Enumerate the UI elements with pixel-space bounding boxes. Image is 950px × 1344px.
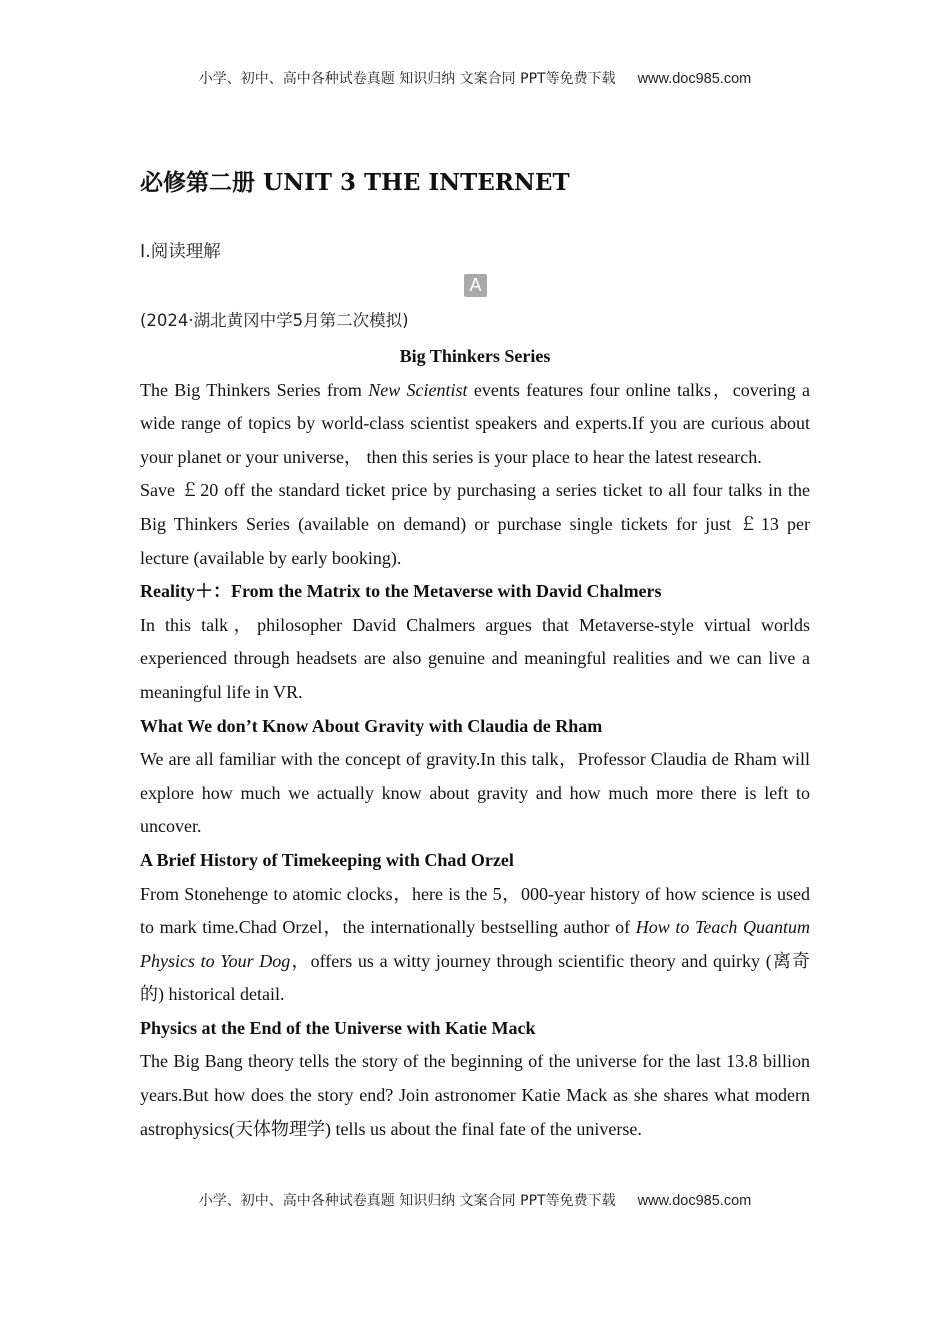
talk-body-orzel: From Stonehenge to atomic clocks，here is the 5，000-year history of how science is used to mark time.Chad Orzel，the internationally bestselling author of How to Teach Quantum Physics to Your Dog，offers us a witty journey through scientific theory and quirky (离奇的) historical detail. bbox=[140, 883, 811, 1005]
page-footer bbox=[0, 1190, 950, 1210]
reading-passage bbox=[140, 340, 810, 1146]
pricing-paragraph: Save ￡20 off the standard ticket price by purchasing a series ticket to all four talks in the Big Thinkers Series (available on demand) or purchase single tickets for just ￡13 per lecture (available by early booking). bbox=[140, 480, 810, 568]
question-source: (2024·湖北黄冈中学5月第二次模拟) bbox=[140, 311, 409, 330]
book-title: How to Teach Quantum Physics to Your Dog bbox=[140, 917, 811, 971]
talk-heading-de-rham: What We don’t Know About Gravity with Claudia de Rham bbox=[140, 715, 603, 736]
footer-site-link[interactable]: www.doc985.com bbox=[637, 1193, 752, 1209]
header-site-link[interactable]: www.doc985.com bbox=[637, 71, 752, 87]
talk-body-mack: The Big Bang theory tells the story of the beginning of the universe for the last 13.8 billion years.But how does the story end? Join astronomer Katie Mack as she shares what modern astrophysics(天体物理学) tells us about the final fate of the universe. bbox=[140, 1051, 810, 1139]
talk-body-de-rham: We are all familiar with the concept of gravity.In this talk，Professor Claudia de Rham will explore how much we actually know about gravity and how much more there is left to uncover. bbox=[140, 749, 810, 837]
talk-heading-mack: Physics at the End of the Universe with Katie Mack bbox=[140, 1017, 536, 1038]
passage-badge: A bbox=[464, 274, 487, 297]
section-label: Ⅰ.阅读理解 bbox=[140, 242, 221, 262]
page-header bbox=[0, 68, 950, 88]
talk-heading-chalmers: Reality＋：From the Matrix to the Metaverse with David Chalmers bbox=[140, 581, 662, 602]
intro-paragraph: The Big Thinkers Series from New Scientist events features four online talks，covering a wide range of topics by world-class scientist speakers and experts.If you are curious about your planet or your universe， then this series is your place to hear the latest research. bbox=[140, 379, 810, 467]
talk-body-chalmers: In this talk，philosopher David Chalmers argues that Metaverse-style virtual worlds experienced through headsets are also genuine and meaningful realities and we can live a meaningful life in VR. bbox=[140, 614, 810, 702]
page-title: 必修第二册 UNIT 3 THE INTERNET bbox=[140, 169, 570, 196]
header-text: 小学、初中、高中各种试卷真题 知识归纳 文案合同 PPT等免费下载 bbox=[198, 71, 616, 87]
publication-name: New Scientist bbox=[368, 379, 468, 400]
passage-title: Big Thinkers Series bbox=[399, 346, 551, 366]
footer-text: 小学、初中、高中各种试卷真题 知识归纳 文案合同 PPT等免费下载 bbox=[198, 1193, 616, 1209]
talk-heading-orzel: A Brief History of Timekeeping with Chad Orzel bbox=[140, 849, 514, 870]
